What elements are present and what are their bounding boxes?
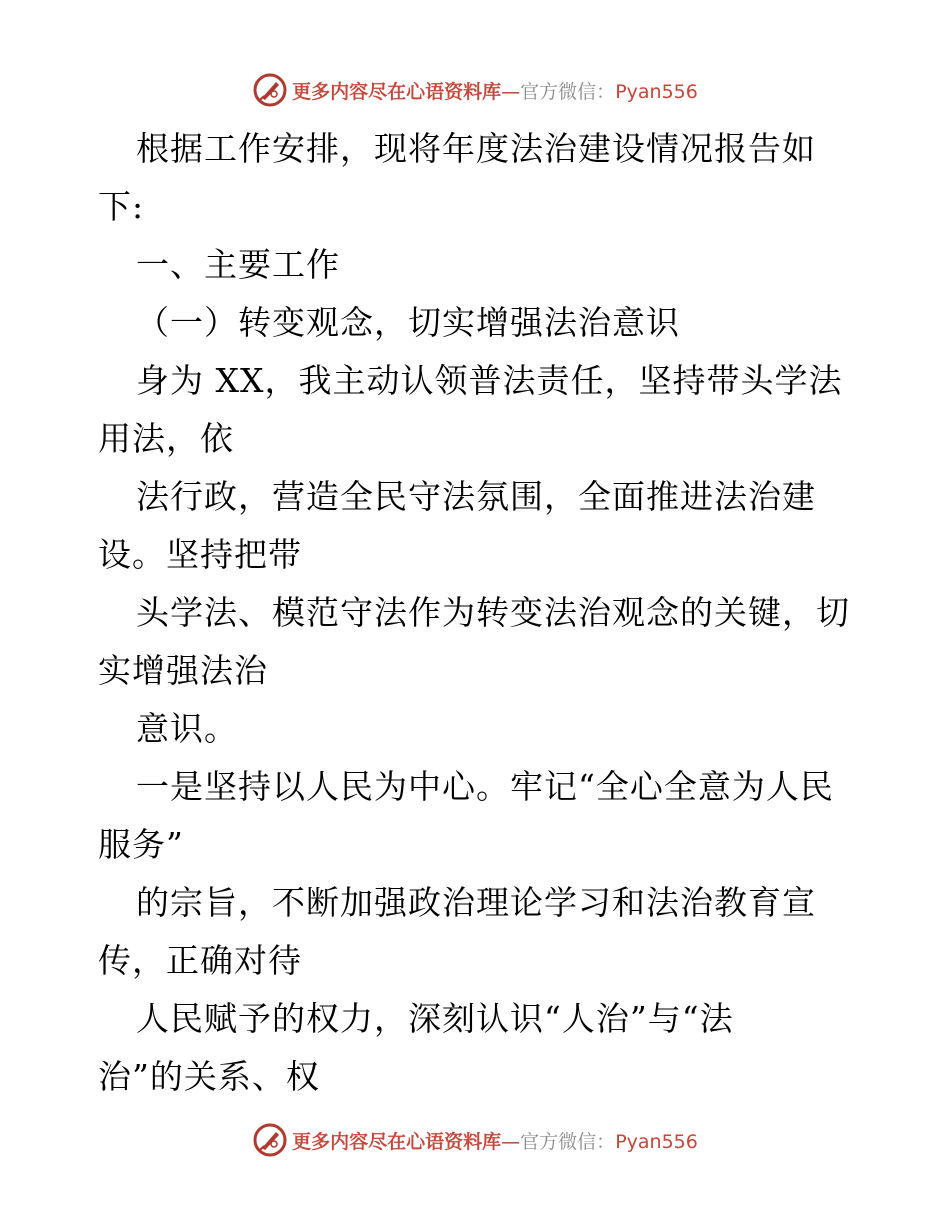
banner-brand: 更多内容尽在心语资料库 (292, 1130, 502, 1153)
banner-dash: — (501, 80, 521, 103)
paragraph-line: 治”的关系、权 (98, 1057, 320, 1096)
footer-banner (0, 1120, 950, 1160)
header-banner (0, 70, 950, 110)
paragraph-line: 人民赋予的权力，深刻认识“人治”与“法 (136, 999, 734, 1038)
banner-dash: — (501, 1130, 521, 1153)
paragraph-line: 的宗旨，不断加强政治理论学习和法治教育宣 (136, 883, 816, 922)
paragraph-line: 根据工作安排，现将年度法治建设情况报告如 (136, 129, 816, 168)
banner-wechat-label: 官方微信： (520, 80, 616, 103)
banner-brand: 更多内容尽在心语资料库 (292, 80, 502, 103)
section-heading: 一、主要工作 (136, 245, 340, 284)
banner-handle: Pyan556 (615, 1130, 698, 1153)
quill-seal-icon (252, 72, 288, 108)
document-body (98, 120, 868, 1106)
banner-wechat-label: 官方微信： (520, 1130, 616, 1153)
banner-text (292, 1127, 698, 1154)
banner-text (292, 77, 698, 104)
banner-handle: Pyan556 (615, 80, 698, 103)
subsection-heading: （一）转变观念，切实增强法治意识 (136, 303, 680, 342)
paragraph-line: 服务” (98, 825, 184, 864)
quill-seal-icon (252, 1122, 288, 1158)
paragraph-line: 传，正确对待 (98, 941, 302, 980)
paragraph-line: 头学法、模范守法作为转变法治观念的关键，切 (136, 593, 850, 632)
paragraph-line: 用法，依 (98, 419, 234, 458)
paragraph-line: 设。坚持把带 (98, 535, 302, 574)
paragraph-line: 一是坚持以人民为中心。牢记“全心全意为人民 (136, 767, 834, 806)
paragraph-line: 身为 XX，我主动认领普法责任，坚持带头学法 (136, 361, 843, 400)
paragraph-line: 法行政，营造全民守法氛围，全面推进法治建 (136, 477, 816, 516)
paragraph-line: 下: (98, 187, 145, 226)
paragraph-line: 意识。 (136, 709, 238, 748)
paragraph-line: 实增强法治 (98, 651, 268, 690)
